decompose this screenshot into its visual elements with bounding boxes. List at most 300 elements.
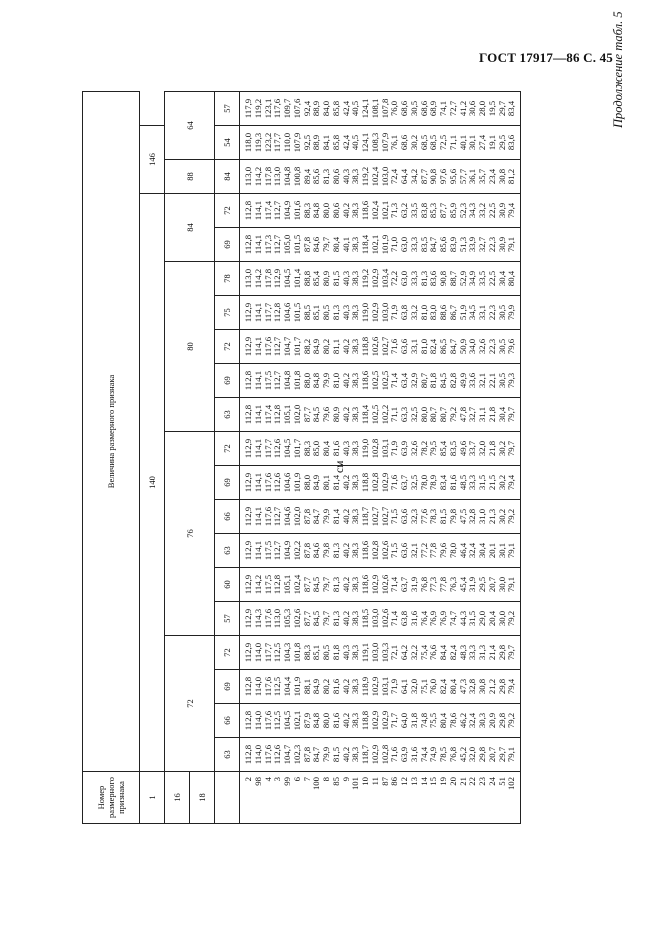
value-cell: 30,0 <box>498 602 508 636</box>
value-cell: 107,9 <box>381 126 391 160</box>
value-cell: 38,3 <box>351 738 361 772</box>
column-header: 72 <box>215 432 240 466</box>
value-cell: 101,7 <box>293 330 303 364</box>
column-header: 72 <box>215 330 240 364</box>
value-cell: 48,5 <box>459 466 469 500</box>
value-cell: 117,5 <box>264 568 274 602</box>
value-cell: 104,6 <box>283 500 293 534</box>
row-index-cell: 3 <box>273 772 283 824</box>
value-cell: 88,3 <box>303 636 313 670</box>
value-cell: 31,9 <box>410 568 420 602</box>
value-cell: 22,5 <box>488 262 498 296</box>
value-cell: 22,5 <box>488 194 498 228</box>
value-cell: 79,9 <box>322 738 332 772</box>
value-cell: 102,1 <box>371 228 381 262</box>
column-header: 84 <box>215 160 240 194</box>
value-cell: 102,4 <box>371 160 381 194</box>
value-cell: 40,2 <box>342 534 352 568</box>
value-cell: 117,6 <box>264 704 274 738</box>
value-cell: 31,3 <box>478 636 488 670</box>
value-cell: 72,7 <box>449 91 459 125</box>
value-cell: 102,8 <box>371 466 381 500</box>
row-index-cell: 19 <box>439 772 449 824</box>
value-cell: 112,8 <box>273 568 283 602</box>
value-cell: 75,4 <box>420 636 430 670</box>
value-cell: 103,0 <box>381 296 391 330</box>
value-cell: 118,4 <box>361 228 371 262</box>
value-cell: 123,1 <box>264 91 274 125</box>
value-cell: 32,5 <box>410 398 420 432</box>
value-cell: 40,2 <box>342 500 352 534</box>
value-cell: 79,6 <box>322 398 332 432</box>
value-cell: 34,3 <box>468 194 478 228</box>
value-cell: 68,6 <box>400 126 410 160</box>
value-cell: 101,9 <box>293 670 303 704</box>
value-cell: 40,3 <box>342 296 352 330</box>
value-cell: 32,4 <box>468 534 478 568</box>
value-cell: 29,8 <box>498 670 508 704</box>
level2-header-e: 64 <box>165 91 215 159</box>
value-cell: 46,4 <box>459 534 469 568</box>
value-cell: 102,9 <box>381 466 391 500</box>
level2-header-d: 84 <box>165 194 215 262</box>
value-cell: 71,9 <box>390 670 400 704</box>
value-cell: 90,8 <box>439 262 449 296</box>
value-cell: 23,4 <box>488 160 498 194</box>
value-cell: 114,1 <box>254 466 264 500</box>
value-cell: 117,5 <box>264 534 274 568</box>
value-cell: 31,6 <box>410 602 420 636</box>
level3-header-a: 18 <box>190 772 215 824</box>
value-cell: 84,5 <box>312 602 322 636</box>
column-header: 69 <box>215 228 240 262</box>
value-cell: 33,7 <box>468 432 478 466</box>
value-cell: 102,7 <box>371 500 381 534</box>
row-index-cell: 22 <box>468 772 478 824</box>
value-cell: 84,8 <box>312 194 322 228</box>
value-cell: 80,0 <box>322 194 332 228</box>
value-cell: 30,4 <box>478 534 488 568</box>
value-cell: 47,5 <box>459 500 469 534</box>
value-cell: 71,4 <box>390 364 400 398</box>
value-cell: 88,8 <box>303 262 313 296</box>
value-cell: 118,0 <box>240 126 254 160</box>
value-cell: 112,9 <box>240 636 254 670</box>
value-cell: 112,9 <box>240 432 254 466</box>
value-cell: 40,5 <box>351 126 361 160</box>
value-cell: 79,4 <box>507 194 520 228</box>
value-cell: 86,5 <box>439 330 449 364</box>
value-cell: 80,0 <box>322 704 332 738</box>
value-cell: 79,9 <box>507 296 520 330</box>
value-cell: 76,9 <box>439 602 449 636</box>
value-cell: 81,4 <box>332 500 342 534</box>
value-cell: 81,6 <box>332 670 342 704</box>
value-cell: 63,6 <box>400 534 410 568</box>
value-cell: 79,7 <box>507 636 520 670</box>
value-cell: 102,2 <box>381 398 391 432</box>
value-cell: 71,5 <box>390 500 400 534</box>
value-cell: 119,3 <box>254 126 264 160</box>
value-cell: 112,8 <box>240 738 254 772</box>
value-cell: 117,8 <box>264 160 274 194</box>
value-cell: 92,4 <box>303 91 313 125</box>
value-cell: 38,3 <box>351 398 361 432</box>
value-cell: 114,0 <box>254 704 264 738</box>
value-cell: 30,6 <box>468 91 478 125</box>
value-cell: 77,6 <box>420 500 430 534</box>
value-cell: 112,8 <box>240 228 254 262</box>
value-cell: 40,2 <box>342 738 352 772</box>
value-cell: 88,6 <box>439 296 449 330</box>
value-cell: 38,3 <box>351 432 361 466</box>
value-cell: 84,7 <box>312 500 322 534</box>
value-cell: 112,9 <box>240 296 254 330</box>
value-cell: 21,8 <box>488 398 498 432</box>
row-index-cell: 100 <box>312 772 322 824</box>
row-index-cell: 23 <box>478 772 488 824</box>
value-cell: 85,6 <box>439 228 449 262</box>
value-cell: 80,0 <box>420 398 430 432</box>
value-cell: 80,4 <box>449 670 459 704</box>
value-cell: 38,3 <box>351 500 361 534</box>
value-cell: 109,7 <box>283 91 293 125</box>
column-header: 66 <box>215 500 240 534</box>
value-cell: 49,9 <box>459 364 469 398</box>
value-cell: 113,0 <box>273 602 283 636</box>
value-cell: 31,6 <box>410 738 420 772</box>
value-cell: 30,4 <box>498 262 508 296</box>
value-cell: 74,9 <box>429 738 439 772</box>
column-header: 57 <box>215 91 240 125</box>
level2-header-b: 76 <box>165 432 215 636</box>
value-cell: 102,7 <box>381 330 391 364</box>
value-cell: 79,9 <box>322 364 332 398</box>
value-cell: 114,1 <box>254 398 264 432</box>
value-cell: 118,8 <box>361 704 371 738</box>
value-cell: 71,9 <box>390 432 400 466</box>
value-cell: 83,5 <box>449 432 459 466</box>
value-cell: 80,4 <box>322 432 332 466</box>
value-cell: 84,5 <box>312 398 322 432</box>
value-cell: 71,1 <box>449 126 459 160</box>
value-cell: 101,5 <box>293 296 303 330</box>
value-cell: 33,5 <box>410 194 420 228</box>
value-cell: 117,4 <box>264 194 274 228</box>
value-cell: 72,4 <box>390 160 400 194</box>
value-cell: 104,6 <box>283 466 293 500</box>
value-cell: 102,5 <box>371 398 381 432</box>
value-cell: 112,9 <box>273 262 283 296</box>
value-cell: 112,9 <box>240 466 254 500</box>
value-cell: 79,1 <box>507 534 520 568</box>
value-cell: 83,8 <box>420 194 430 228</box>
value-cell: 84,8 <box>312 704 322 738</box>
value-cell: 38,3 <box>351 160 361 194</box>
value-cell: 44,3 <box>459 602 469 636</box>
value-cell: 103,0 <box>371 602 381 636</box>
value-cell: 112,8 <box>240 194 254 228</box>
value-cell: 30,0 <box>498 568 508 602</box>
value-cell: 114,1 <box>254 364 264 398</box>
value-cell: 32,0 <box>410 670 420 704</box>
value-cell: 79,4 <box>507 670 520 704</box>
value-cell: 40,5 <box>351 91 361 125</box>
value-cell: 81,3 <box>322 160 332 194</box>
value-cell: 97,6 <box>439 160 449 194</box>
value-cell: 83,0 <box>429 296 439 330</box>
value-cell: 30,9 <box>498 228 508 262</box>
value-cell: 117,7 <box>264 636 274 670</box>
value-cell: 30,1 <box>498 534 508 568</box>
value-cell: 64,0 <box>400 704 410 738</box>
value-cell: 79,1 <box>507 738 520 772</box>
level2-header-a: 16 <box>165 772 190 824</box>
value-cell: 40,3 <box>342 636 352 670</box>
value-cell: 118,4 <box>361 398 371 432</box>
value-cell: 119,2 <box>361 262 371 296</box>
value-cell: 80,5 <box>322 296 332 330</box>
value-cell: 112,8 <box>273 296 283 330</box>
value-cell: 117,6 <box>264 466 274 500</box>
value-cell: 104,4 <box>283 670 293 704</box>
value-cell: 84,0 <box>322 91 332 125</box>
value-cell: 123,2 <box>264 126 274 160</box>
value-cell: 22,3 <box>488 296 498 330</box>
value-cell: 80,7 <box>420 364 430 398</box>
value-cell: 28,0 <box>478 91 488 125</box>
unit-label: см <box>334 460 346 473</box>
value-cell: 79,9 <box>322 500 332 534</box>
value-cell: 30,9 <box>498 194 508 228</box>
value-cell: 33,2 <box>410 296 420 330</box>
value-cell: 76,4 <box>420 602 430 636</box>
value-cell: 21,2 <box>488 670 498 704</box>
value-cell: 33,5 <box>478 262 488 296</box>
value-cell: 40,3 <box>342 262 352 296</box>
value-cell: 40,1 <box>342 228 352 262</box>
value-cell: 40,1 <box>459 126 469 160</box>
value-cell: 79,2 <box>507 704 520 738</box>
value-cell: 30,2 <box>498 466 508 500</box>
row-index-cell: 87 <box>381 772 391 824</box>
value-cell: 112,5 <box>273 670 283 704</box>
value-cell: 117,6 <box>264 330 274 364</box>
value-cell: 101,9 <box>381 228 391 262</box>
value-cell: 33,3 <box>468 466 478 500</box>
value-cell: 71,6 <box>390 738 400 772</box>
value-cell: 88,2 <box>303 330 313 364</box>
column-header: 69 <box>215 466 240 500</box>
value-cell: 32,8 <box>468 670 478 704</box>
value-cell: 31,1 <box>478 398 488 432</box>
value-cell: 33,3 <box>410 228 420 262</box>
value-cell: 40,2 <box>342 330 352 364</box>
value-cell: 102,5 <box>371 364 381 398</box>
value-cell: 92,5 <box>303 126 313 160</box>
value-cell: 76,3 <box>449 568 459 602</box>
value-cell: 117,7 <box>264 432 274 466</box>
row-index-cell: 21 <box>459 772 469 824</box>
row-index-cell: 85 <box>332 772 342 824</box>
value-cell: 82,4 <box>439 670 449 704</box>
value-cell: 112,6 <box>273 738 283 772</box>
value-cell: 84,6 <box>312 228 322 262</box>
row-index-cell: 99 <box>283 772 293 824</box>
row-index-cell: 51 <box>498 772 508 824</box>
value-cell: 104,5 <box>283 262 293 296</box>
row-index-cell: 10 <box>361 772 371 824</box>
value-cell: 34,9 <box>468 262 478 296</box>
value-cell: 79,1 <box>507 568 520 602</box>
value-cell: 77,8 <box>439 568 449 602</box>
value-cell: 87,8 <box>303 534 313 568</box>
value-cell: 71,6 <box>390 466 400 500</box>
value-cell: 86,7 <box>449 296 459 330</box>
row-index-cell: 6 <box>293 772 303 824</box>
value-cell: 104,9 <box>283 534 293 568</box>
value-cell: 117,6 <box>264 500 274 534</box>
value-cell: 74,8 <box>420 704 430 738</box>
value-cell: 114,1 <box>254 534 264 568</box>
value-cell: 102,0 <box>293 398 303 432</box>
value-cell: 80,9 <box>322 262 332 296</box>
value-cell: 102,1 <box>381 194 391 228</box>
value-cell: 113,0 <box>240 262 254 296</box>
value-cell: 103,3 <box>381 636 391 670</box>
value-cell: 31,5 <box>468 602 478 636</box>
value-cell: 75,1 <box>420 670 430 704</box>
value-cell: 79,5 <box>429 432 439 466</box>
column-header: 63 <box>215 398 240 432</box>
value-cell: 81,5 <box>332 738 342 772</box>
value-cell: 30,2 <box>498 500 508 534</box>
value-cell: 107,6 <box>293 91 303 125</box>
value-cell: 102,9 <box>371 704 381 738</box>
value-cell: 40,2 <box>342 364 352 398</box>
value-cell: 48,3 <box>459 636 469 670</box>
value-cell: 114,2 <box>254 568 264 602</box>
column-header: 78 <box>215 262 240 296</box>
value-cell: 31,5 <box>478 466 488 500</box>
value-cell: 102,9 <box>371 568 381 602</box>
value-cell: 108,3 <box>371 126 381 160</box>
value-cell: 75,5 <box>429 704 439 738</box>
row-index-cell: 86 <box>390 772 400 824</box>
value-cell: 102,8 <box>371 432 381 466</box>
value-cell: 63,9 <box>400 738 410 772</box>
value-cell: 33,3 <box>468 636 478 670</box>
value-cell: 81,6 <box>332 432 342 466</box>
value-cell: 52,3 <box>459 194 469 228</box>
value-cell: 40,2 <box>342 398 352 432</box>
value-cell: 79,7 <box>507 432 520 466</box>
value-cell: 38,3 <box>351 296 361 330</box>
top-header-a: 1 <box>140 772 165 824</box>
value-cell: 71,1 <box>390 398 400 432</box>
value-cell: 102,4 <box>293 568 303 602</box>
value-cell: 80,2 <box>322 670 332 704</box>
value-cell: 21,3 <box>488 500 498 534</box>
value-cell: 104,5 <box>283 704 293 738</box>
value-cell: 40,2 <box>342 568 352 602</box>
value-cell: 87,7 <box>420 160 430 194</box>
value-cell: 21,8 <box>488 432 498 466</box>
value-cell: 102,9 <box>381 704 391 738</box>
value-cell: 82,4 <box>429 330 439 364</box>
value-cell: 30,5 <box>410 91 420 125</box>
value-cell: 114,2 <box>254 160 264 194</box>
value-cell: 114,0 <box>254 670 264 704</box>
value-cell: 40,2 <box>342 466 352 500</box>
value-cell: 80,6 <box>332 194 342 228</box>
column-header: 69 <box>215 364 240 398</box>
value-cell: 112,5 <box>273 636 283 670</box>
value-cell: 105,0 <box>283 228 293 262</box>
value-cell: 102,9 <box>371 670 381 704</box>
value-cell: 90,8 <box>429 160 439 194</box>
value-cell: 112,7 <box>273 194 283 228</box>
value-cell: 119,2 <box>254 91 264 125</box>
value-cell: 118,6 <box>361 364 371 398</box>
standard-page-header: ГОСТ 17917—86 С. 45 <box>479 50 613 65</box>
value-cell: 102,4 <box>371 194 381 228</box>
value-cell: 101,8 <box>293 636 303 670</box>
value-cell: 85,8 <box>332 126 342 160</box>
value-cell: 114,0 <box>254 636 264 670</box>
value-cell: 104,9 <box>283 194 293 228</box>
level2-header-c: 80 <box>165 262 215 432</box>
value-cell: 81,0 <box>420 330 430 364</box>
value-cell: 20,7 <box>488 738 498 772</box>
value-cell: 81,6 <box>332 704 342 738</box>
value-cell: 81,3 <box>420 262 430 296</box>
value-cell: 38,3 <box>351 602 361 636</box>
value-cell: 33,1 <box>410 330 420 364</box>
value-cell: 118,6 <box>361 568 371 602</box>
value-cell: 80,6 <box>332 160 342 194</box>
level2-header-72: 72 <box>165 636 215 772</box>
value-cell: 105,3 <box>283 602 293 636</box>
value-cell: 38,3 <box>351 466 361 500</box>
value-cell: 84,9 <box>312 670 322 704</box>
value-cell: 32,8 <box>468 500 478 534</box>
value-cell: 84,7 <box>312 738 322 772</box>
value-cell: 103,1 <box>381 432 391 466</box>
value-cell: 30,5 <box>498 364 508 398</box>
value-cell: 81,2 <box>507 160 520 194</box>
value-cell: 32,7 <box>478 228 488 262</box>
value-cell: 104,7 <box>283 738 293 772</box>
value-cell: 31,0 <box>478 500 488 534</box>
value-cell: 63,7 <box>400 568 410 602</box>
value-cell: 72,5 <box>439 126 449 160</box>
value-cell: 72,1 <box>390 636 400 670</box>
value-cell: 40,2 <box>342 704 352 738</box>
value-cell: 118,7 <box>361 500 371 534</box>
column-header: 60 <box>215 568 240 602</box>
value-cell: 104,5 <box>283 432 293 466</box>
value-cell: 33,1 <box>478 296 488 330</box>
value-cell: 38,3 <box>351 636 361 670</box>
value-cell: 112,7 <box>273 364 283 398</box>
value-cell: 112,8 <box>240 670 254 704</box>
value-cell: 30,8 <box>478 670 488 704</box>
value-cell: 42,4 <box>342 91 352 125</box>
value-cell: 40,2 <box>342 670 352 704</box>
value-cell: 103,0 <box>381 160 391 194</box>
value-cell: 118,9 <box>361 670 371 704</box>
